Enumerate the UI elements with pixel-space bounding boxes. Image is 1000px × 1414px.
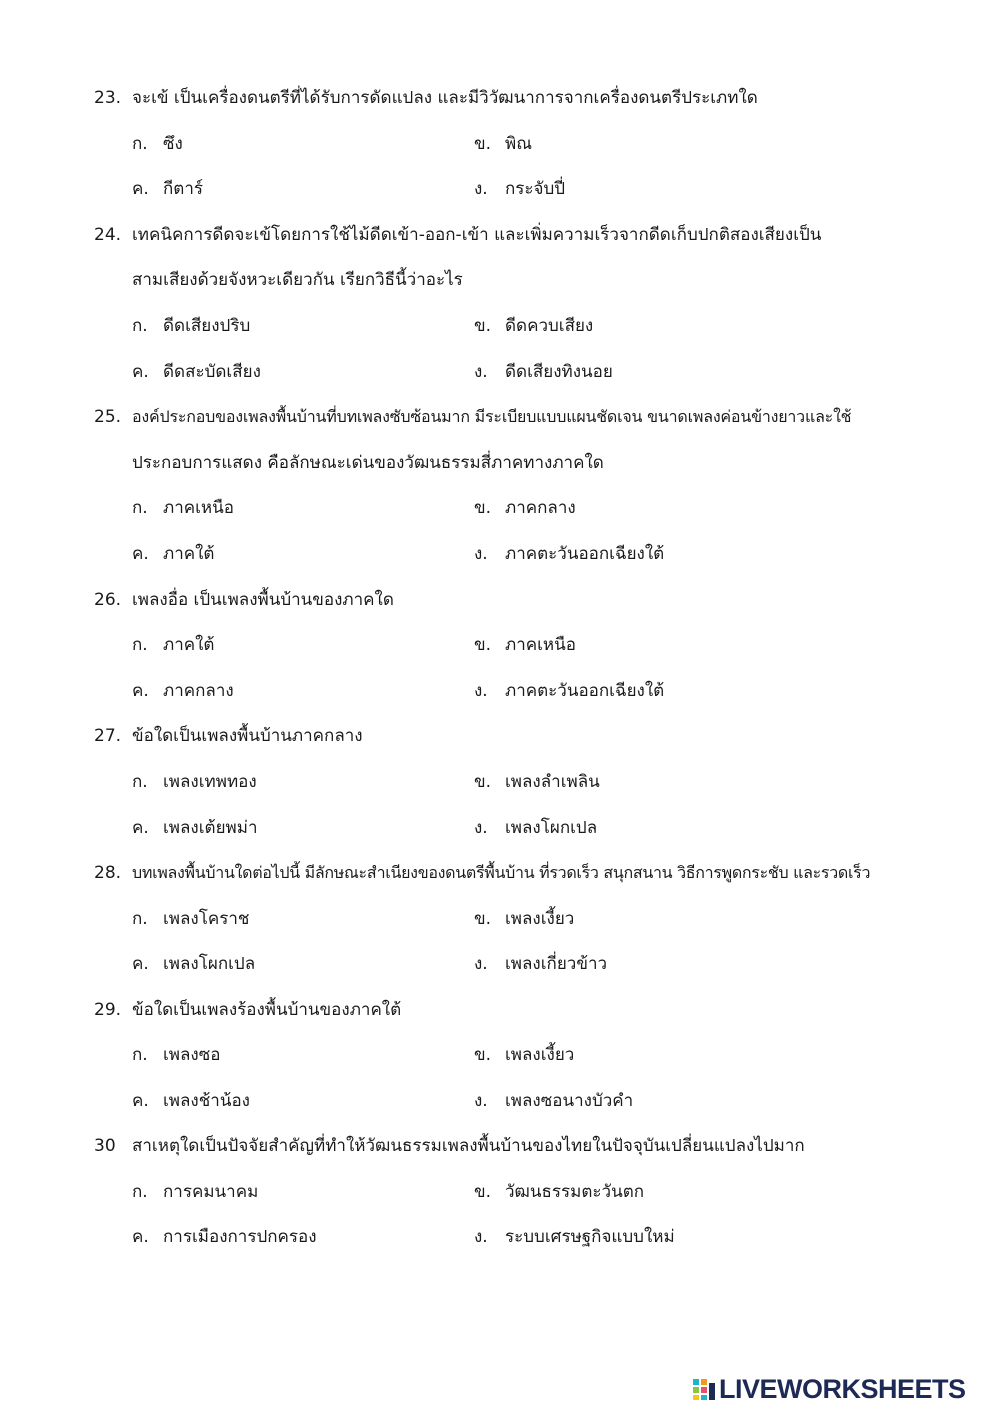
logo-text: LIVEWORKSHEETS [719,1373,966,1404]
liveworksheets-logo[interactable] [692,1374,966,1404]
question-text: ข้อใดเป็นเพลงร้องพื้นบ้านของภาคใต้ [132,1000,402,1020]
question-text-continued: ประกอบการแสดง คือลักษณะเด่นของวัฒนธรรมสี่ภาคทางภาคใด [132,453,604,473]
question-text: ข้อใดเป็นเพลงพื้นบ้านภาคกลาง [132,726,363,746]
worksheet-page: 23. จะเข้ เป็นเครื่องดนตรีที่ได้รับการดัดแปลง และมีวิวัฒนาการจากเครื่องดนตรีประเภทใด ก. ซึง ข. พิณ ค. กีตาร์ ง. กระจับปี่ 24. เทคนิคการดีดจะเข้โดยการใช้ไม้ดีดเข้า-ออก-เข้า และเพิ่มความเร็วจากดีดเก็บปกติสองเสียงเป็น สามเสียงด้วยจังหวะเดียวกัน เรียกวิธีนี้ว่าอะไร ก. ดีดเสียงปริบ ข. ดีดควบเสียง ค. ดีดสะบัดเสียง ง. ดีดเสียงทิงนอย 25. องค์ประกอบของเพลงพื้นบ้านที่บทเพลงซับซ้อนมาก มีระเบียบแบบแผนชัดเจน ขนาดเพลงค่อนข้างยาวและใช้ ประกอบการแสดง คือลักษณะเด่นของวัฒนธรรมสี่ภาคทางภาคใด ก. ภาคเหนือ ข. ภาคกลาง ค. ภาคใต้ ง. ภาคตะวันออกเฉียงใต้ 26. เพลงอื่อ เป็นเพลงพื้นบ้านของภาคใด ก. ภาคใต้ ข. ภาคเหนือ ค. ภาคกลาง ง. ภาคตะวันออกเฉียงใต้ 27. ข้อใดเป็นเพลงพื้นบ้านภาคกลาง ก. เพลงเทพทอง ข. เพลงลำเพลิน ค. เพลงเต้ยพม่า ง. เพลงโผกเปล 28. บทเพลงพื้นบ้านใดต่อไปนี้ มีลักษณะสำเนียงของดนตรีพื้นบ้าน ที่รวดเร็ว สนุกสนาน วิธีการพูดกระชับ และรวดเร็ว ก. เพลงโคราช ข. เพลงเงี้ยว ค. เพลงโผกเปล ง. เพลงเกี่ยวข้าว 29. ข้อใดเป็นเพลงร้องพื้นบ้านของภาคใต้ ก. เพลงซอ ข. เพลงเงี้ยว ค. เพลงช้าน้อง ง. เพลงซอนางบัวคำ 30 สาเหตุใดเป็นปัจจัยสำคัญที่ทำให้วัฒนธรรมเพลงพื้นบ้านของไทยในปัจจุบันเปลี่ยนแปลงไปมาก ก. การคมนาคม ข. วัฒนธรรมตะวันตก ค. การเมืองการปกครอง ง. ระบบเศรษฐกิจแบบใหม่ LIVEWORKSHEETS [94,88,966,1404]
question-number: 25. [94,407,122,427]
question-text: องค์ประกอบของเพลงพื้นบ้านที่บทเพลงซับซ้อนมาก มีระเบียบแบบแผนชัดเจน ขนาดเพลงค่อนข้างยาวและใช้ [132,407,852,426]
question-text: บทเพลงพื้นบ้านใดต่อไปนี้ มีลักษณะสำเนียงของดนตรีพื้นบ้าน ที่รวดเร็ว สนุกสนาน วิธีการพูดกระชับ และรวดเร็ว [132,863,871,882]
question-number: 30 [94,1136,116,1156]
liveworksheets-logo-icon [692,1377,716,1401]
question-text: เทคนิคการดีดจะเข้โดยการใช้ไม้ดีดเข้า-ออก-เข้า และเพิ่มความเร็วจากดีดเก็บปกติสองเสียงเป็น [132,225,822,245]
question-number: 28. [94,863,122,883]
question-number: 23. [94,88,122,108]
question-text: จะเข้ เป็นเครื่องดนตรีที่ได้รับการดัดแปลง และมีวิวัฒนาการจากเครื่องดนตรีประเภทใด [132,88,758,108]
question-number: 24. [94,225,122,245]
question-text-continued: สามเสียงด้วยจังหวะเดียวกัน เรียกวิธีนี้ว่าอะไร [132,270,463,290]
question-text: เพลงอื่อ เป็นเพลงพื้นบ้านของภาคใด [132,590,394,610]
question-number: 26. [94,590,122,610]
question-text: สาเหตุใดเป็นปัจจัยสำคัญที่ทำให้วัฒนธรรมเพลงพื้นบ้านของไทยในปัจจุบันเปลี่ยนแปลงไปมาก [132,1136,805,1156]
question-number: 27. [94,726,122,746]
question-number: 29. [94,1000,122,1020]
